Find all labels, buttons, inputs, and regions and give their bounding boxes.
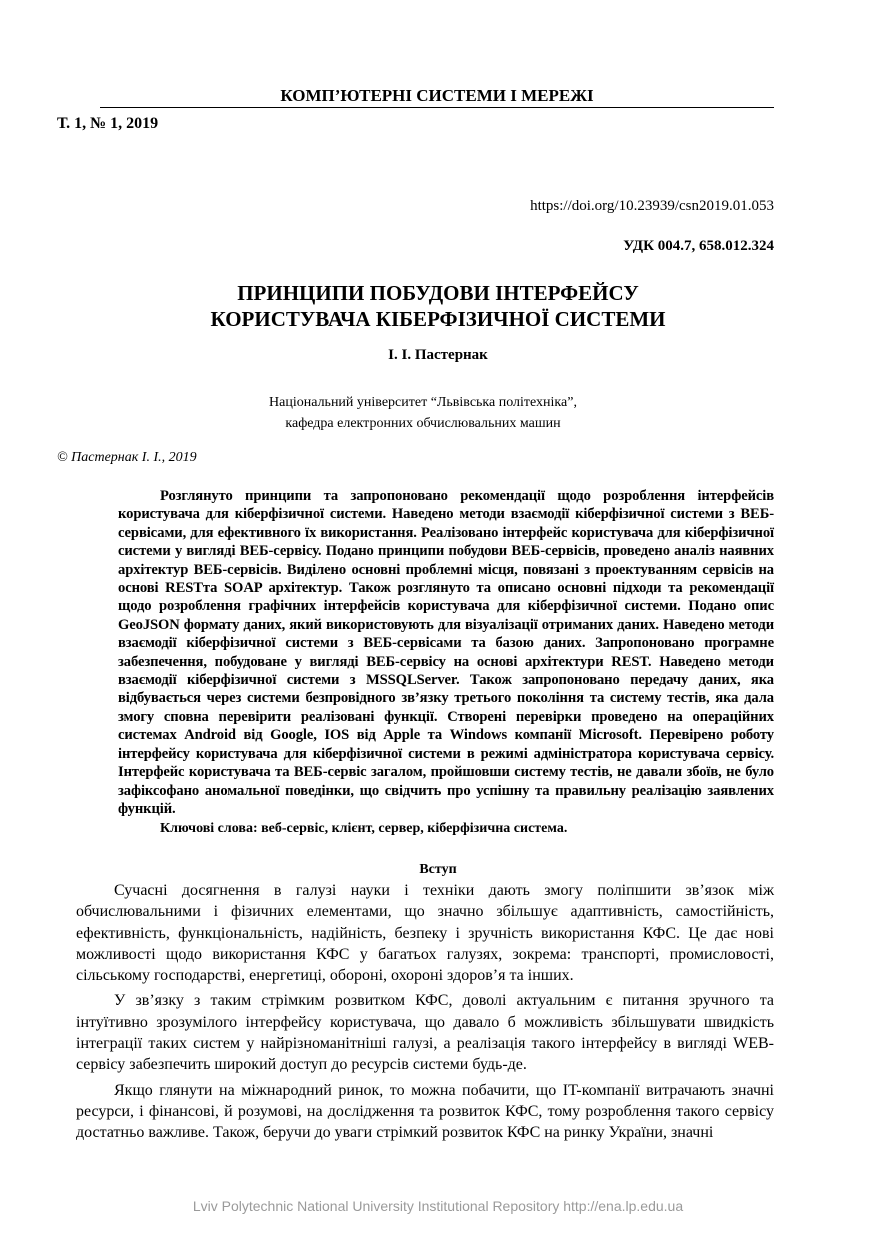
doi-link[interactable]: https://doi.org/10.23939/csn2019.01.053	[530, 198, 774, 214]
title-line: ПРИНЦИПИ ПОБУДОВИ ІНТЕРФЕЙСУ	[237, 281, 639, 305]
abstract: Розглянуто принципи та запропоновано рекомендації щодо розроблення інтерфейсів користувача для кіберфізичної системи. Наведено методи взаємодії кіберфізичної системи з ВЕБ-сервісами, для ефективного їх використання. Реалізовано інтерфейс користувача для кіберфізичної системи у вигляді ВЕБ-сервісу. Подано принципи побудови ВЕБ-сервісів, проведено аналіз наявних архітектур ВЕБ-сервісів. Виділено основні проблемні місця, повязані з проектуванням сервісів на основі RESTта SOAP архітектур. Також розглянуто та описано основні підходи та рекомендації щодо розроблення графічних інтерфейсів користувача для кіберфізичної системи. Подано опис GeoJSON формату даних, який використовують для візуалізації отриманих даних. Наведено методи взаємодії кіберфізичної системи з ВЕБ-сервісами та базою даних. Запропоновано програмне забезпечення, побудоване у вигляді ВЕБ-сервісу на основі архітектури REST. Наведено методи взаємодії кіберфізичної системи з MSSQLServer. Також запропоновано передачу даних, яка відбувається через системи безпровідного зв’язку третього покоління та систему тестів, яка дала змогу сповна перевірити реалізовані функції. Створені перевірки проведено на операційних системах Android від Google, IOS від Apple та Windows компанії Microsoft. Перевірено роботу інтерфейсу користувача для кіберфізичної системи в режимі адміністратора користувача сервісу. Інтерфейс користувача та ВЕБ-сервіс загалом, пройшовши систему тестів, не давали збоїв, не було зафіксофано аномальної поведінки, що свідчить про успішну та правильну реалізацію заявлених функцій.	[118, 488, 774, 817]
paragraph: Сучасні досягнення в галузі науки і техніки дають змогу поліпшити зв’язок між обчислювальними і фізичних елементами, що значно збільшує адаптивність, самостійність, ефективність, функціональність, надійність, безпеку і зручність використання КФС. Це дає нові можливості щодо використання КФС у багатьох галузях, зокрема: транспорті, промисловості, сільському господарстві, енергетиці, обороні, охороні здоров’я та інших.	[76, 882, 774, 985]
author: І. І. Пастернак	[388, 347, 488, 363]
paragraph: У зв’язку з таким стрімким розвитком КФС, доволі актуальним є питання зручного та інтуїтивно зрозумілого інтерфейсу користувача, що давало б можливість збільшувати швидкість інтеграції таких систем у найрізноманітніші галузі, а реалізація такого інтерфейсу в вигляді WEB-сервісу забезпечить широкий доступ до ресурсів системи будь-де.	[76, 992, 774, 1074]
affiliation-line: кафедра електронних обчислювальних машин	[285, 416, 561, 431]
repository-footer: Lviv Polytechnic National University Institutional Repository http://ena.lp.edu.ua	[192, 1198, 684, 1214]
body-text	[76, 880, 774, 1148]
volume-info: Т. 1, № 1, 2019	[57, 115, 159, 132]
udk-code: УДК 004.7, 658.012.324	[623, 238, 774, 254]
paragraph: Якщо глянути на міжнародний ринок, то можна побачити, що IT-компанії витрачають значні ресурси, і фінансові, й розумові, на дослідження та розвиток КФС, тому розроблення такого сервісу достатньо важливе. Також, беручи до уваги стрімкий розвиток КФС на ринку України, значні	[76, 1081, 774, 1142]
affiliation-line: Національний університет “Львівська політехніка”,	[269, 395, 577, 410]
copyright: © Пастернак І. І., 2019	[57, 450, 197, 465]
title-line: КОРИСТУВАЧА КІБЕРФІЗИЧНОЇ СИСТЕМИ	[210, 307, 666, 331]
paper-title	[0, 280, 876, 332]
header-divider	[100, 107, 774, 108]
affiliation	[0, 392, 846, 434]
keywords: Ключові слова: веб-сервіс, клієнт, сервер, кіберфізична система.	[160, 821, 568, 836]
section-heading-intro: Вступ	[419, 862, 457, 877]
journal-name: КОМП’ЮТЕРНІ СИСТЕМИ І МЕРЕЖІ	[280, 86, 594, 105]
